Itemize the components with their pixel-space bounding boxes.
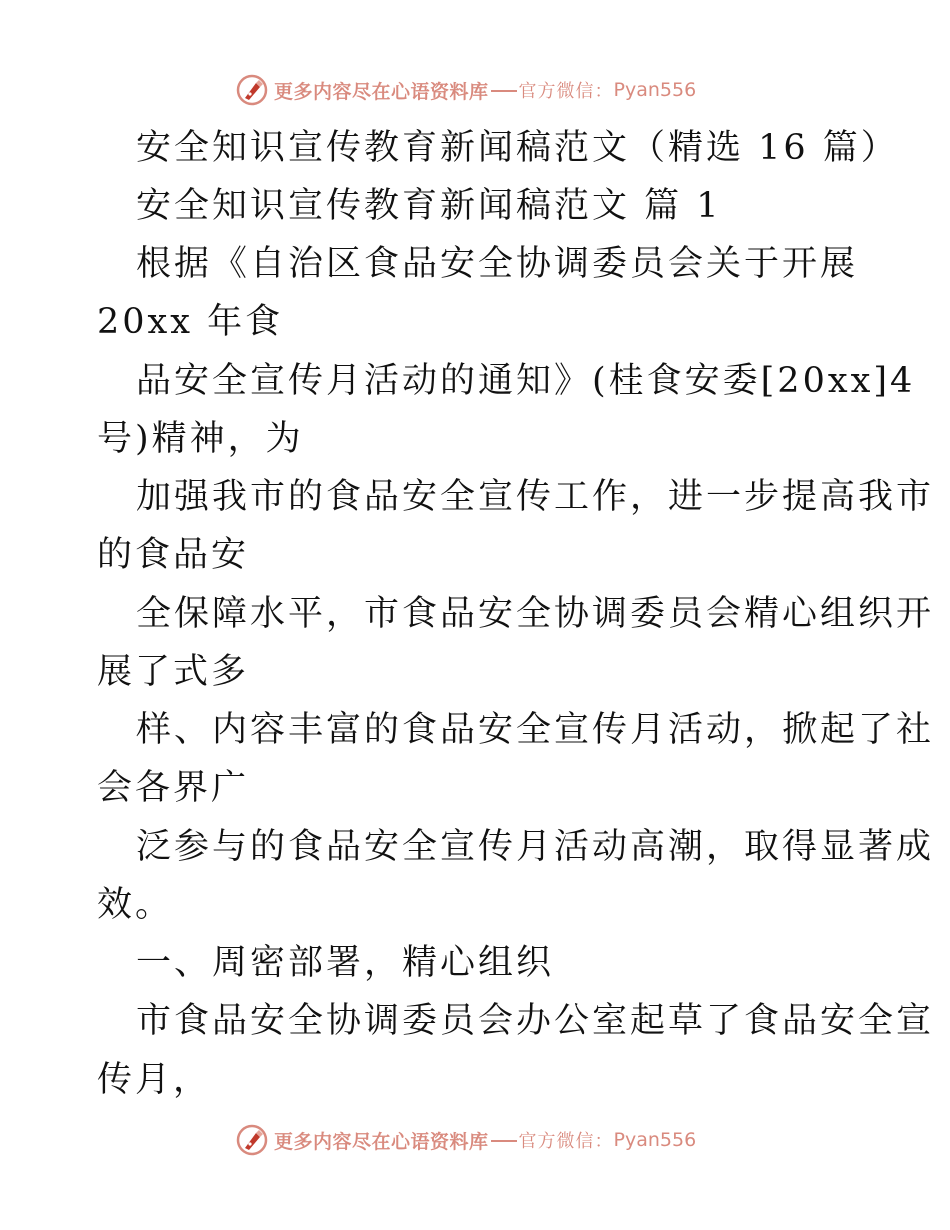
paragraph-line: 全保障水平，市食品安全协调委员会精心组织开 [136, 594, 935, 634]
banner-promo-text: 更多内容尽在心语资料库 [274, 80, 489, 103]
paragraph-line: 展了式多 [97, 652, 250, 692]
pen-nib-icon [236, 74, 268, 106]
paragraph-line: 样、内容丰富的食品安全宣传月活动，掀起了社 [136, 710, 935, 750]
paragraph-line: 20xx 年食 [97, 302, 284, 342]
header-banner [236, 72, 696, 108]
banner-wechat-id: Pyan556 [613, 1129, 697, 1151]
paragraph-line: 根据《自治区食品安全协调委员会关于开展 [136, 244, 859, 284]
banner-wechat-label: 官方微信： [518, 81, 614, 102]
banner-dash [491, 1140, 517, 1142]
paragraph-line: 泛参与的食品安全宣传月活动高潮，取得显著成 [136, 827, 935, 867]
section-heading: 安全知识宣传教育新闻稿范文 篇 1 [136, 186, 722, 226]
paragraph-line: 加强我市的食品安全宣传工作，进一步提高我市 [136, 477, 935, 517]
paragraph-line: 传月， [97, 1060, 212, 1100]
banner-wechat-id: Pyan556 [613, 79, 697, 101]
banner-dash [491, 90, 517, 92]
subsection-heading: 一、周密部署，精心组织 [136, 943, 555, 983]
paragraph-line: 效。 [97, 885, 174, 925]
paragraph-line: 市食品安全协调委员会办公室起草了食品安全宣 [136, 1001, 935, 1041]
paragraph-line: 会各界广 [97, 768, 250, 808]
paragraph-line: 的食品安 [97, 535, 250, 575]
banner-promo-text: 更多内容尽在心语资料库 [274, 1130, 489, 1153]
document-title: 安全知识宣传教育新闻稿范文（精选 16 篇） [136, 128, 899, 168]
pen-nib-icon [236, 1124, 268, 1156]
paragraph-line: 品安全宣传月活动的通知》(桂食安委[20xx]4 [136, 361, 916, 401]
banner-wechat-label: 官方微信： [518, 1131, 614, 1152]
paragraph-line: 号)精神，为 [97, 419, 304, 459]
footer-banner [236, 1122, 696, 1158]
